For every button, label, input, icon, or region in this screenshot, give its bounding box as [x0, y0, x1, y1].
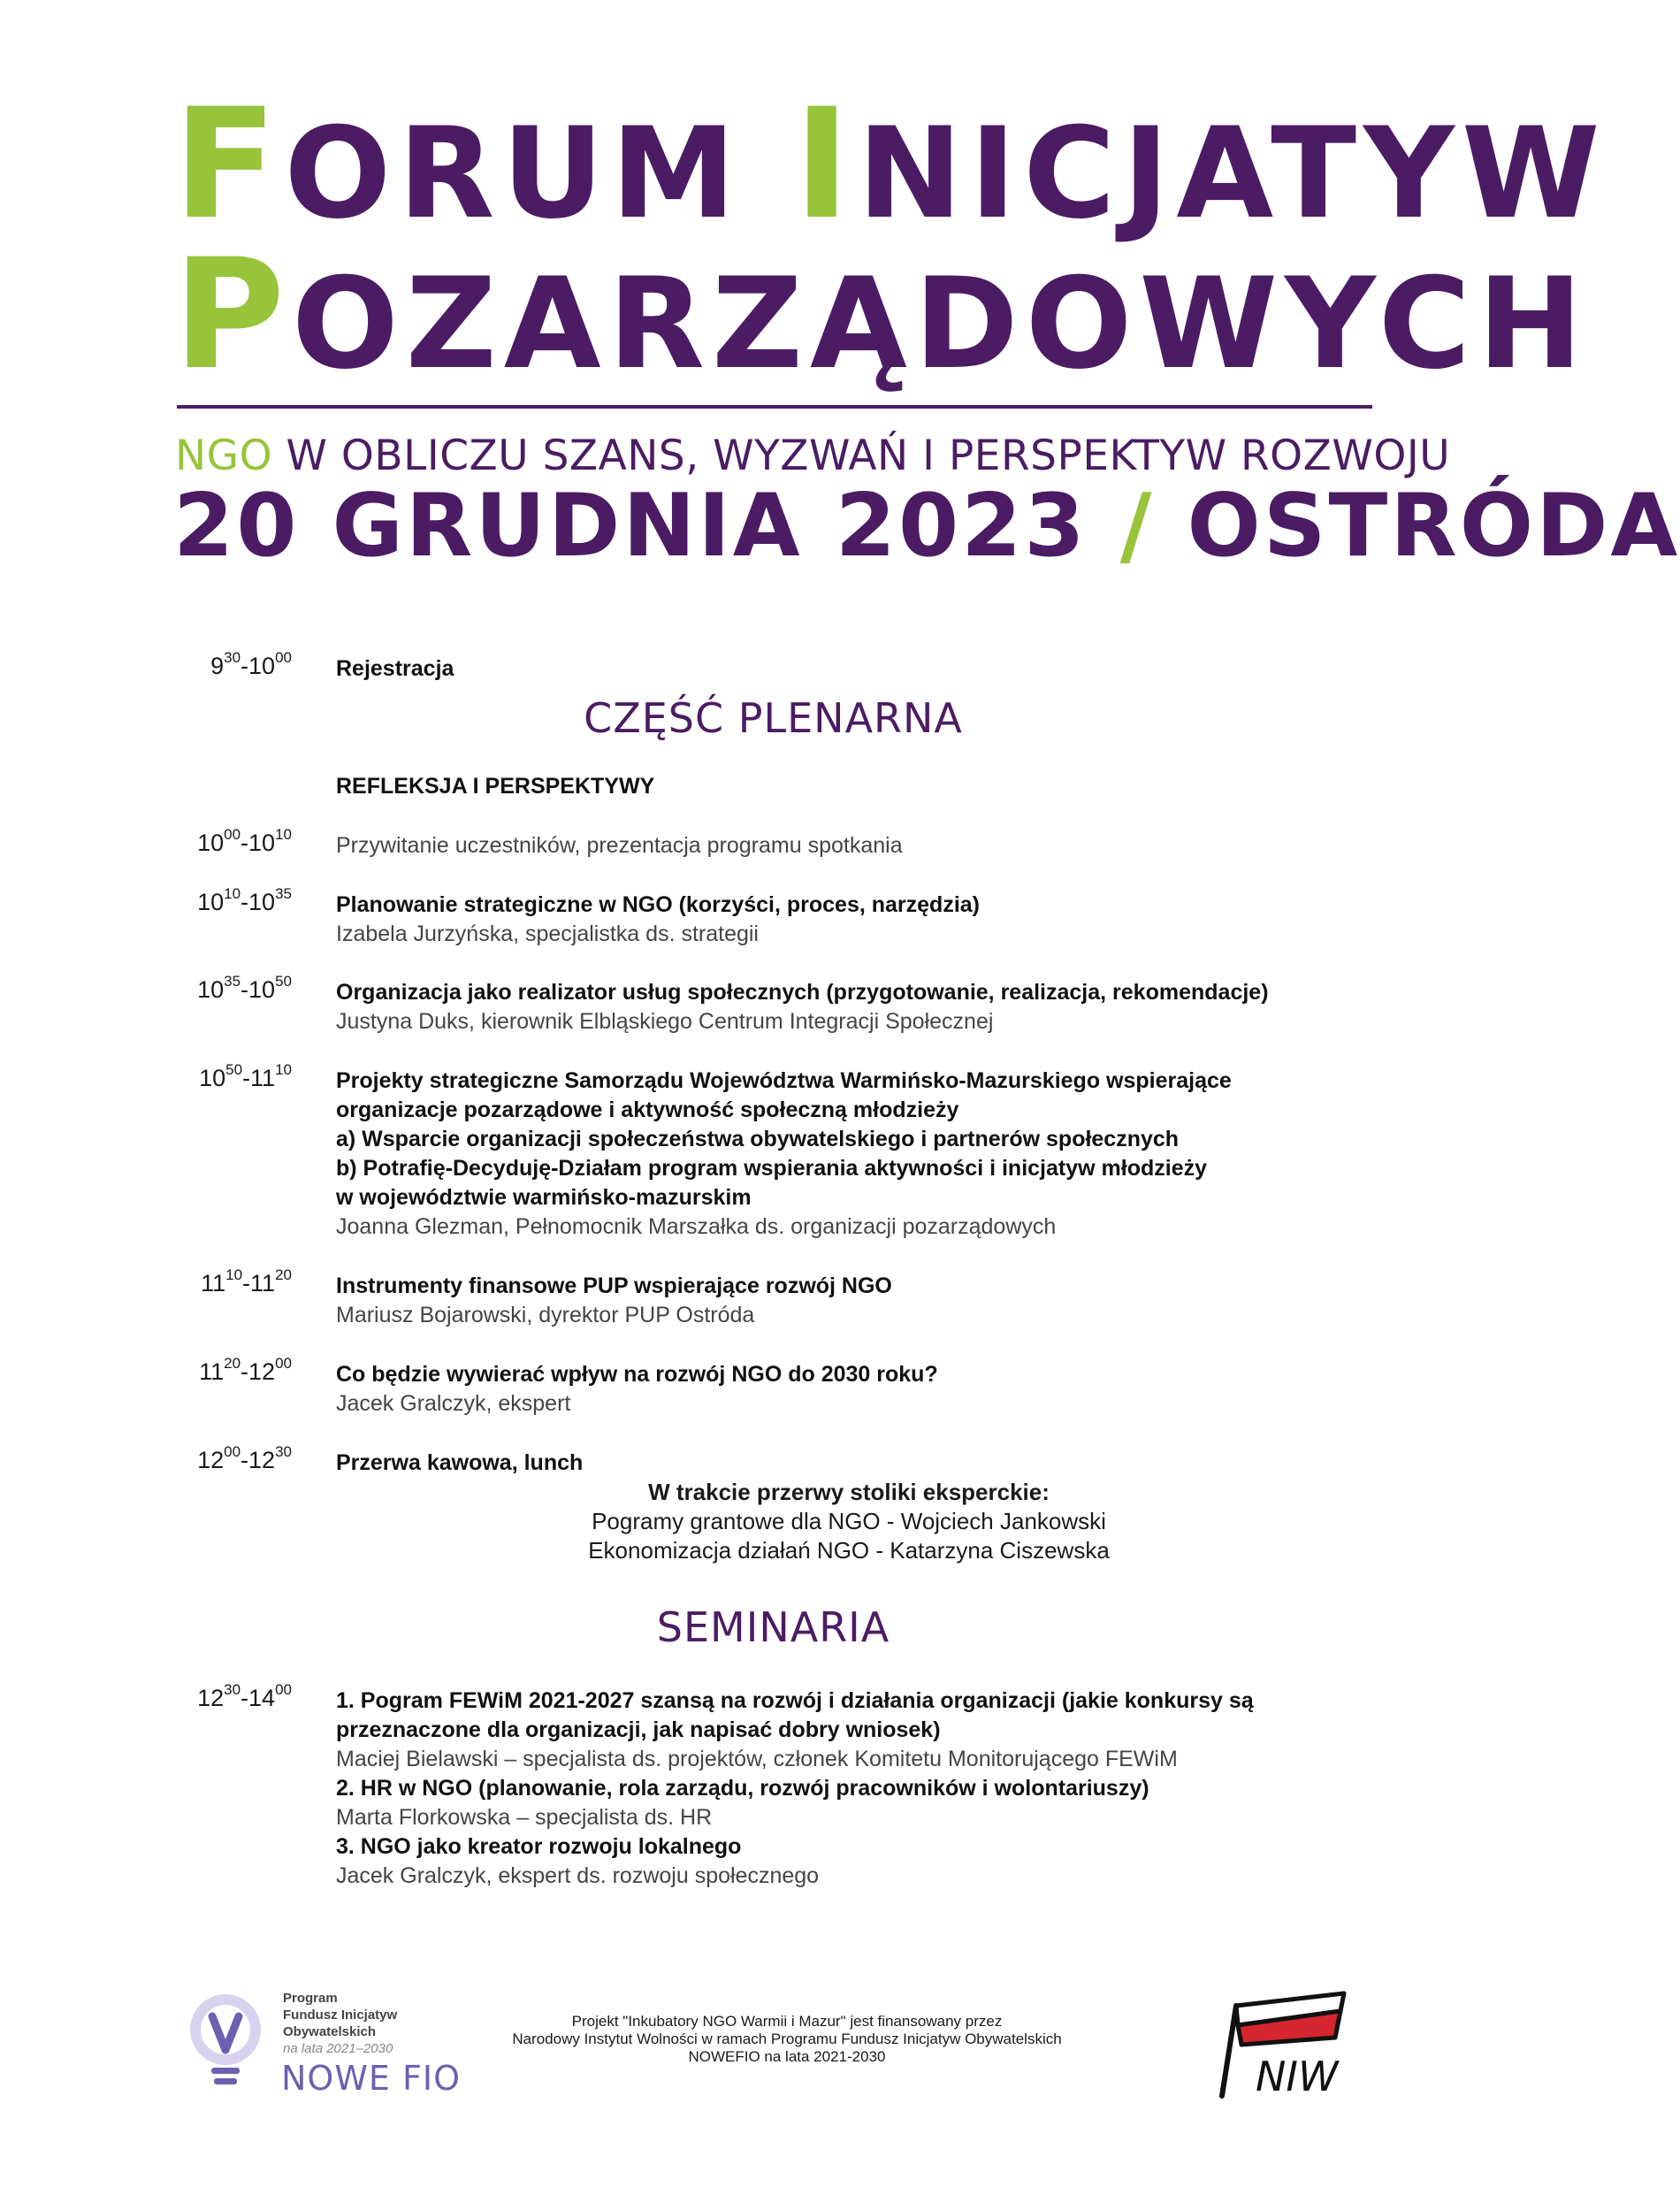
subtitle-text: W OBLICZU SZANS, WYZWAŃ I PERSPEKTYW ROZWOJU — [272, 432, 1451, 480]
seminar-1-title: 1. Pogram FEWiM 2021-2027 szansą na rozwój i działania organizacji (jakie konkursy są — [336, 1688, 1254, 1713]
agenda-item-1: Przywitanie uczestników, prezentacja programu spotkania — [336, 833, 903, 858]
seminar-1-speaker: Maciej Bielawski – specjalista ds. projektów, członek Komitetu Monitorującego FEWiM — [336, 1747, 1178, 1771]
plenary-heading: REFLEKSJA I PERSPEKTYWY — [336, 774, 655, 799]
section-plenary: CZĘŚĆ PLENARNA — [584, 694, 963, 742]
title-letter-p: P — [173, 226, 293, 403]
section-seminars: SEMINARIA — [656, 1603, 890, 1651]
break-table-2: Ekonomizacja działań NGO - Katarzyna Ciszewska — [588, 1537, 1110, 1564]
date-city: OSTRÓDA — [1154, 476, 1680, 577]
header-divider — [177, 405, 1372, 409]
event-date — [173, 476, 1680, 577]
agenda-item-2: Planowanie strategiczne w NGO (korzyści, proces, narzędzia) Izabela Jurzyńska, specjalistka ds. strategii — [336, 892, 981, 946]
fio-program-text: Program Fundusz Inicjatyw Obywatelskich na lata 2021–2030 — [283, 1991, 398, 2056]
subtitle-ngo: NGO — [175, 432, 273, 480]
break-tables — [442, 1478, 1256, 1565]
lightbulb-icon — [181, 1990, 270, 2100]
registration-entry: Rejestracja — [336, 656, 454, 681]
title-part-orum: ORUM — [284, 101, 794, 247]
title-part-ozarzadowych: OZARZĄDOWYCH — [292, 251, 1590, 397]
time-item-7: $12^{00}-12^{30}$ — [197, 1443, 292, 1473]
time-item-3: $10^{35}-10^{50}$ — [197, 973, 292, 1003]
title-letter-i: I — [793, 75, 858, 253]
time-item-1: $10^{00}-10^{10}$ — [197, 826, 292, 856]
seminar-2-title: 2. HR w NGO (planowanie, rola zarządu, rozwój pracowników i wolontariuszy) — [336, 1776, 1149, 1801]
time-item-4: $10^{50}-11^{10}$ — [199, 1061, 292, 1091]
title-part-nicjatyw: NICJATYW — [857, 101, 1607, 247]
time-item-2: $10^{10}-10^{35}$ — [197, 885, 292, 915]
forum-title-line1 — [173, 75, 1607, 253]
date-slash: / — [1119, 476, 1155, 577]
agenda-item-5: Instrumenty finansowe PUP wspierające rozwój NGO Mariusz Bojarowski, dyrektor PUP Ostróda — [336, 1273, 892, 1327]
seminar-1-title-cont: przeznaczone dla organizacji, jak napisać dobry wniosek) — [336, 1717, 941, 1742]
time-registration: $9^{30}-10^{00}$ — [210, 649, 292, 679]
agenda-item-4: Projekty strategiczne Samorządu Województwa Warmińsko-Mazurskiego wspierające organizacje pozarządowe i aktywność społeczną młodzieży a) Wsparcie organizacji społeczeństwa obywatelskiego i partnerów społecznych b) Potrafię-Decyduję-Działam program wspierania aktywności i inicjatyw młodzieży w województwie warmińsko-mazurskim Joanna Glezman, Pełnomocnik Marszałka ds. organizacji pozarządowych — [336, 1068, 1232, 1239]
time-item-5: $11^{10}-11^{20}$ — [201, 1266, 292, 1296]
seminar-list — [336, 1686, 1397, 1891]
break-table-1: Pogramy grantowe dla NGO - Wojciech Jankowski — [592, 1508, 1106, 1534]
forum-title-line2 — [173, 226, 1590, 403]
subtitle — [175, 432, 1450, 480]
seminar-2-speaker: Marta Florkowska – specjalista ds. HR — [336, 1805, 713, 1830]
agenda-item-6: Co będzie wywierać wpływ na rozwój NGO do 2030 roku? Jacek Gralczyk, ekspert — [336, 1362, 938, 1416]
agenda-item-7: Przerwa kawowa, lunch — [336, 1450, 584, 1475]
date-main: 20 GRUDNIA 2023 — [173, 476, 1120, 577]
nowe-fio-logo-text: NOWE FIO — [281, 2059, 461, 2098]
funding-note: Projekt "Inkubatory NGO Warmii i Mazur" jest finansowany przez Narodowy Instytut Wolności w ramach Programu Fundusz Inicjatyw Obywatelskich NOWEFIO na lata 2021-2030 — [512, 2013, 1062, 2065]
niw-label: NIW — [1256, 2053, 1339, 2100]
time-seminars: $12^{30}-14^{00}$ — [197, 1681, 292, 1711]
time-item-6: $11^{20}-12^{00}$ — [199, 1355, 292, 1385]
seminar-3-title: 3. NGO jako kreator rozwoju lokalnego — [336, 1834, 742, 1859]
niw-logo — [1203, 1986, 1362, 2106]
break-tables-heading: W trakcie przerwy stoliki eksperckie: — [648, 1479, 1050, 1505]
seminar-3-speaker: Jacek Gralczyk, ekspert ds. rozwoju społecznego — [336, 1863, 820, 1888]
title-letter-f: F — [173, 75, 285, 253]
agenda-item-3: Organizacja jako realizator usług społecznych (przygotowanie, realizacja, rekomendacje) Justyna Duks, kierownik Elbląskiego Centrum Integracji Społecznej — [336, 980, 1269, 1034]
